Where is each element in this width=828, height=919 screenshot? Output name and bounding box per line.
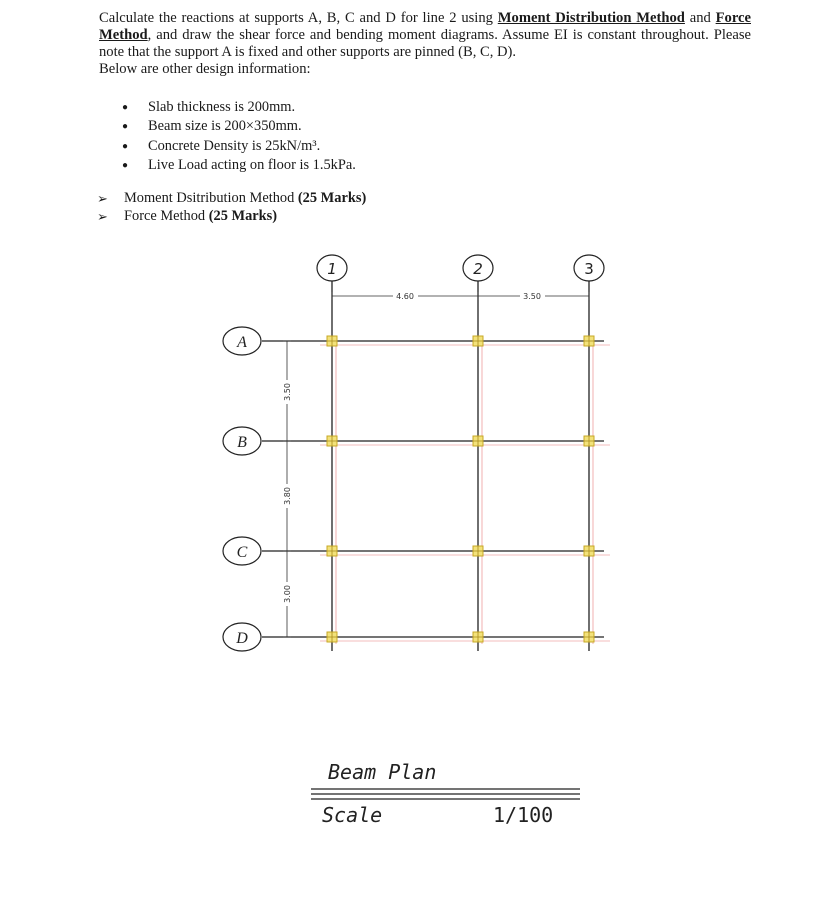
design-info-item: ● Beam size is 200×350mm. bbox=[122, 117, 356, 136]
svg-text:3: 3 bbox=[584, 260, 594, 278]
dim-label-h: 4.60 bbox=[396, 292, 414, 301]
row-label-D bbox=[223, 623, 261, 651]
scale-label: Scale bbox=[322, 803, 383, 827]
design-info-item: ● Concrete Density is 25kN/m³. bbox=[122, 137, 356, 156]
row-label-B bbox=[223, 427, 261, 455]
dim-label-v: 3.50 bbox=[283, 383, 292, 401]
method-moment-distribution: Moment Distribution Method bbox=[497, 10, 685, 26]
svg-text:B: B bbox=[237, 434, 247, 451]
svg-text:D: D bbox=[236, 630, 248, 647]
design-info-item: ● Live Load acting on floor is 1.5kPa. bbox=[122, 156, 356, 175]
intro-text-4: Below are other design information: bbox=[99, 61, 311, 77]
task-name: Moment Dsitribution Method bbox=[124, 190, 298, 206]
method-force: Force Method bbox=[99, 10, 751, 43]
dim-label-h: 3.50 bbox=[523, 292, 541, 301]
intro-text-3: , and draw the shear force and bending moment diagrams. Assume EI is constant throughout. Please note that the support A is fixed and other supports are pinned (B, C, D). bbox=[99, 27, 751, 60]
svg-text:1: 1 bbox=[327, 260, 337, 278]
column-label-2 bbox=[463, 255, 493, 281]
task-marks: (25 Marks) bbox=[208, 207, 278, 224]
dim-label-v: 3.00 bbox=[283, 585, 292, 603]
intro-text-2: and bbox=[684, 10, 716, 26]
svg-text:A: A bbox=[237, 334, 247, 351]
column-markers bbox=[327, 336, 594, 642]
design-info-item: ● Slab thickness is 200mm. bbox=[122, 98, 356, 117]
row-label-C bbox=[223, 537, 261, 565]
plan-title: Beam Plan bbox=[328, 760, 437, 784]
column-label-3 bbox=[574, 255, 604, 281]
svg-text:C: C bbox=[236, 544, 248, 561]
task-marks: (25 Marks) bbox=[297, 190, 367, 206]
dim-label-v: 3.80 bbox=[283, 487, 292, 505]
scale-value: 1/100 bbox=[493, 803, 554, 827]
column-label-1 bbox=[317, 255, 347, 281]
task-name: Force Method bbox=[124, 207, 209, 224]
row-label-A bbox=[223, 327, 261, 355]
svg-text:2: 2 bbox=[473, 260, 483, 278]
intro-text-1: Calculate the reactions at supports A, B, C and D for line 2 using bbox=[99, 10, 498, 26]
